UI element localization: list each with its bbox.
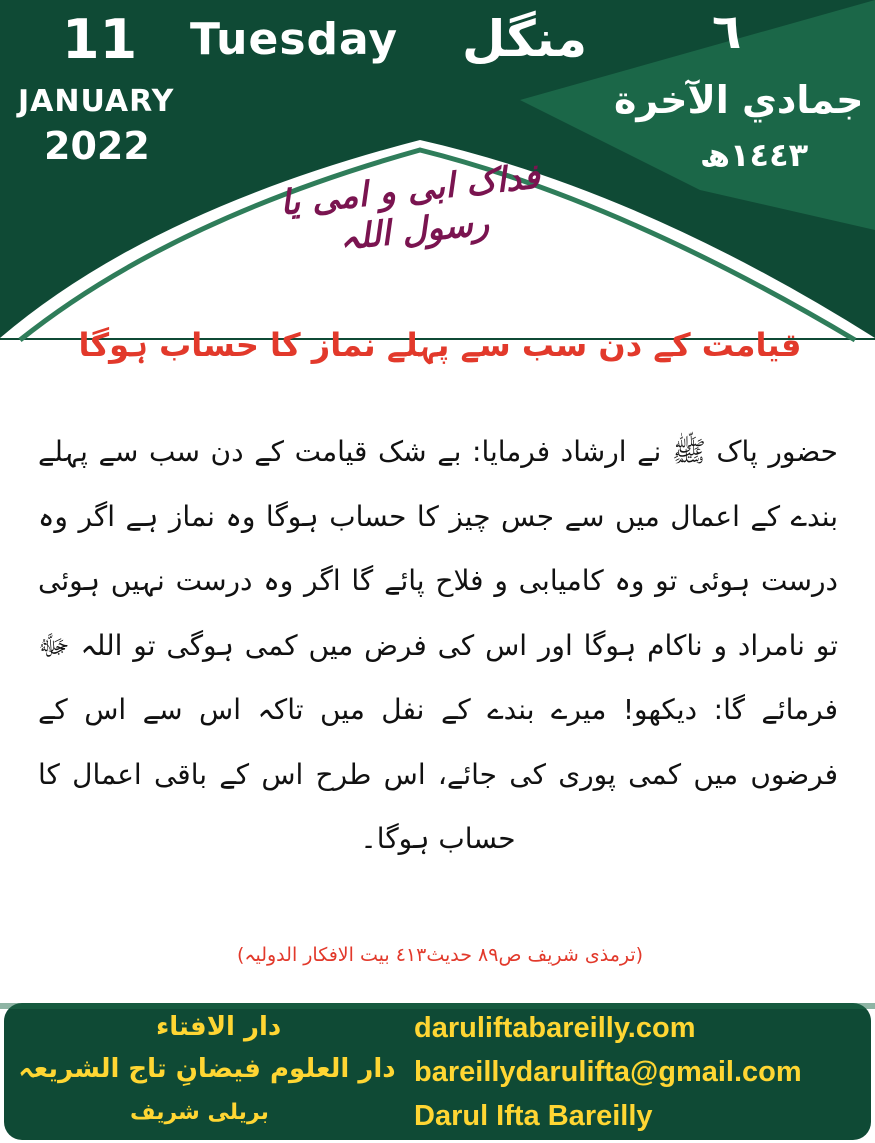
weekday: Tuesday xyxy=(190,14,399,65)
institution-name-line1: دار الافتاء xyxy=(156,1012,282,1042)
hijri-month: جمادي الآخرة xyxy=(614,78,864,122)
body-text: حضور پاک ﷺ نے ارشاد فرمایا: بے شک قیامت کے دن سب سے پہلے بندے کے اعمال میں سے جس چیز کا حساب ہوگا وہ نماز ہے اگر وہ درست ہوئی تو وہ کامیابی و فلاح پائے گا اگر وہ درست نہیں ہوئی تو نامراد و ناکام ہوگا اور اس کی فرض میں کمی ہوگی تو اللہ ﷻ فرمائے گا: دیکھو! میرے بندے کے نفل میں تاکہ اس سے اس کے فرضوں میں کمی پوری کی جائے، اس طرح اس کے باقی اعمال کا حساب ہوگا۔ xyxy=(38,435,838,855)
year: 2022 xyxy=(44,124,150,168)
brand-name: Darul Ifta Bareilly xyxy=(414,1100,653,1132)
institution-name-line2: دار العلوم فیضانِ تاج الشریعہ xyxy=(18,1054,396,1084)
institution-city: بریلی شریف xyxy=(130,1100,269,1125)
hijri-year: ١٤٤٣ھ xyxy=(700,136,809,174)
email-link[interactable]: bareillydarulifta@gmail.com xyxy=(414,1056,802,1088)
weekday-urdu: منگل xyxy=(462,10,588,68)
date-day: 11 xyxy=(62,8,138,71)
hadith-reference: (ترمذی شریف ص٨٩ حدیث٤١٣ بیت الافکار الدولیہ) xyxy=(236,944,644,966)
hijri-day: ٦ xyxy=(712,4,742,60)
salutation-calligraphy: فداک ابی و امی یا رسول اللہ xyxy=(278,156,542,259)
month: JANUARY xyxy=(18,84,175,119)
website-link[interactable]: daruliftabareilly.com xyxy=(414,1012,696,1044)
headline: قیامت کے دن سب سے پہلے نماز کا حساب ہوگا xyxy=(78,326,802,364)
